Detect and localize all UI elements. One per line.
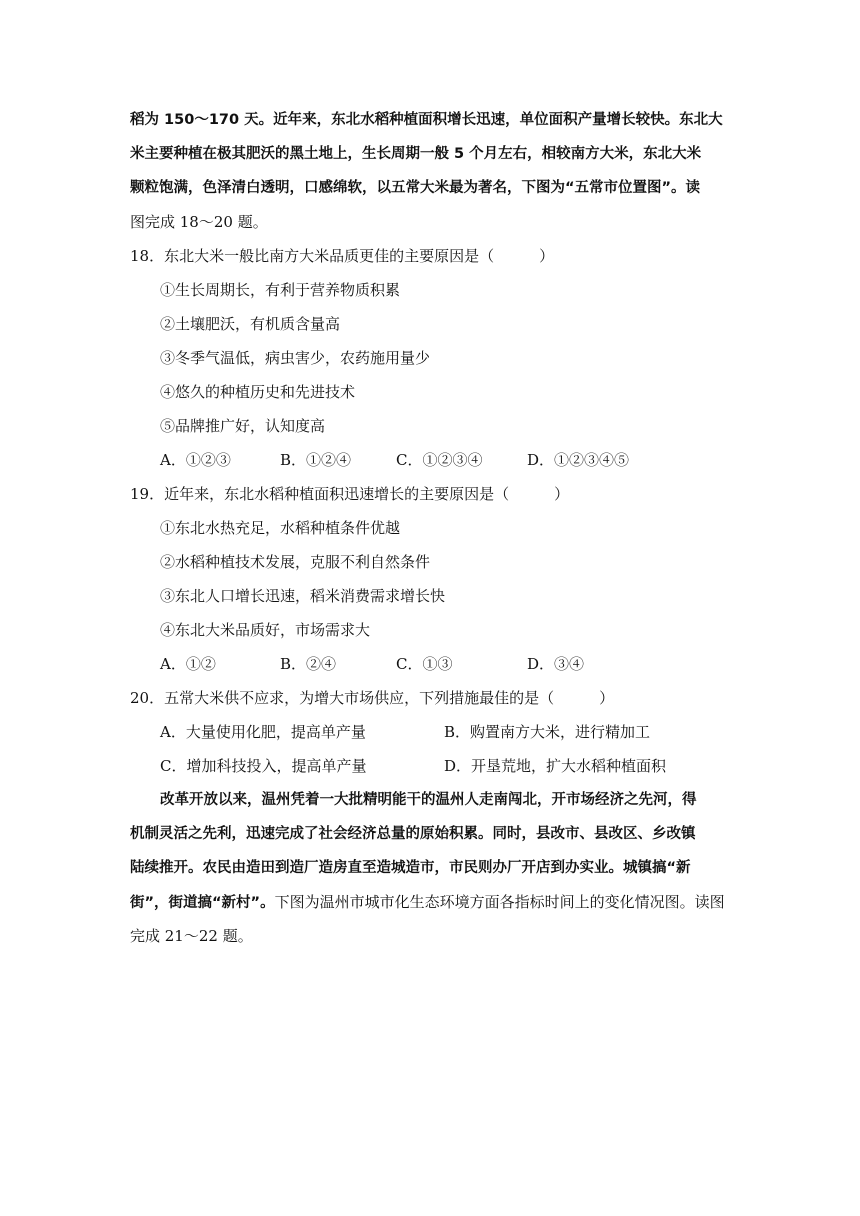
passage1-line3: 颗粒饱满，色泽清白透明，口感绵软，以五常大米最为著名，下图为“五常市位置图”。读 <box>130 180 701 196</box>
q18-item-2: ②土壤肥沃，有机质含量高 <box>160 315 341 333</box>
q19-item-1: ①东北水热充足，水稻种植条件优越 <box>160 519 401 537</box>
passage2-line4 <box>130 892 725 913</box>
passage1-line2: 米主要种植在极其肥沃的黑土地上，生长周期一般 5 个月左右，相较南方大米，东北大米 <box>130 146 702 162</box>
q19-stem: 19．近年来，东北水稻种植面积迅速增长的主要原因是（ ） <box>130 485 570 503</box>
q19-item-4: ④东北大米品质好，市场需求大 <box>160 621 371 639</box>
q19-option-c[interactable]: C．①③ <box>396 655 453 673</box>
q18-item-5: ⑤品牌推广好，认知度高 <box>160 417 326 435</box>
q20-option-b[interactable]: B．购置南方大米，进行精加工 <box>444 723 651 741</box>
q20-option-d[interactable]: D．开垦荒地，扩大水稻种植面积 <box>444 757 667 775</box>
q19-option-b[interactable]: B．②④ <box>280 655 337 673</box>
q20-option-a[interactable]: A．大量使用化肥，提高单产量 <box>160 723 366 741</box>
passage2-line4-bold: 街”，街道搞“新村”。 <box>130 895 275 911</box>
q18-stem: 18．东北大米一般比南方大米品质更佳的主要原因是（ ） <box>130 247 555 265</box>
q18-option-b[interactable]: B．①②④ <box>280 451 352 469</box>
q20-option-c[interactable]: C．增加科技投入，提高单产量 <box>160 757 367 775</box>
passage2-line4-normal: 下图为温州市城市化生态环境方面各指标时间上的变化情况图。读图 <box>274 893 725 911</box>
q19-item-2: ②水稻种植技术发展，克服不利自然条件 <box>160 553 431 571</box>
q18-item-3: ③冬季气温低，病虫害少，农药施用量少 <box>160 349 431 367</box>
passage2-line5: 完成 21～22 题。 <box>130 927 253 945</box>
q19-item-3: ③东北人口增长迅速，稻米消费需求增长快 <box>160 587 446 605</box>
q19-option-a[interactable]: A．①② <box>160 655 216 673</box>
passage1-line4: 图完成 18～20 题。 <box>130 213 268 231</box>
q18-option-c[interactable]: C．①②③④ <box>396 451 483 469</box>
passage1-line1: 稻为 150～170 天。近年来，东北水稻种植面积增长迅速，单位面积产量增长较快。东北大 <box>130 112 723 128</box>
q18-option-d[interactable]: D．①②③④⑤ <box>527 451 630 469</box>
q20-stem: 20．五常大米供不应求，为增大市场供应，下列措施最佳的是（ ） <box>130 689 615 707</box>
q18-item-1: ①生长周期长，有利于营养物质积累 <box>160 281 401 299</box>
q19-option-d[interactable]: D．③④ <box>527 655 585 673</box>
q18-option-a[interactable]: A．①②③ <box>160 451 231 469</box>
passage2-line1: 改革开放以来，温州凭着一大批精明能干的温州人走南闯北，开市场经济之先河，得 <box>160 792 697 808</box>
passage2-line2: 机制灵活之先利，迅速完成了社会经济总量的原始积累。同时，县改市、县改区、乡改镇 <box>130 826 696 842</box>
q18-item-4: ④悠久的种植历史和先进技术 <box>160 383 356 401</box>
passage2-line3: 陆续推开。农民由造田到造厂造房直至造城造市，市民则办厂开店到办实业。城镇搞“新 <box>130 860 691 876</box>
